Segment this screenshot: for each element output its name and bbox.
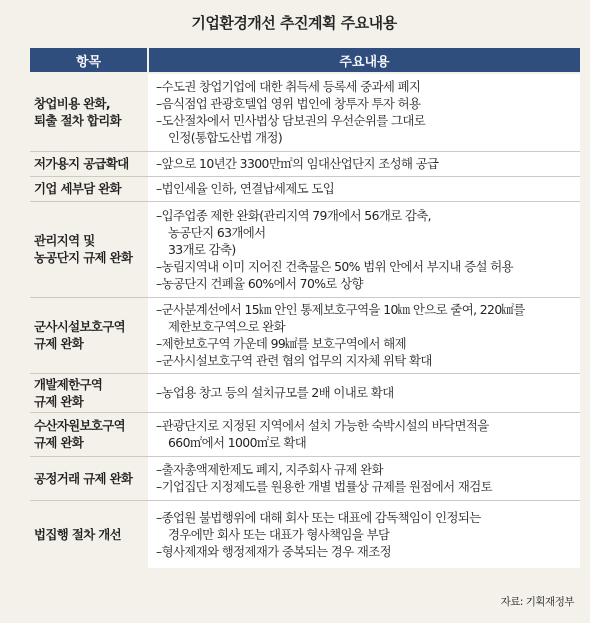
category-line: 농공단지 규제 완화: [34, 250, 133, 265]
row-content: [148, 456, 580, 500]
content-item-line: 농공단지 63개에서: [168, 224, 266, 240]
content-item-line: –군사시설보호구역 관련 협의 업무의 지자체 위탁 확대: [156, 353, 432, 368]
content-table: [30, 48, 580, 568]
content-item-line: –종업원 불법행위에 대해 회사 또는 대표에 감독책임이 인정되는: [156, 509, 481, 525]
table-row: [30, 500, 580, 568]
content-item-line: –군사분계선에서 15㎞ 안인 통제보호구역을 10㎞ 안으로 줄여, 220㎢를: [156, 302, 525, 317]
content-item-line: –관광단지로 지정된 지역에서 설치 가능한 숙박시설의 바닥면적을: [156, 418, 489, 433]
content-item-line: –제한보호구역 가운데 99㎢를 보호구역에서 해제: [156, 336, 406, 351]
category-line: 규제 완화: [34, 336, 84, 351]
category-line: 규제 완화: [34, 393, 84, 409]
figure-frame: [6, 6, 582, 615]
table-row: [30, 176, 580, 201]
table-row: [30, 201, 580, 297]
row-category: [30, 456, 148, 500]
category-line: 공정거래 규제 완화: [34, 470, 133, 486]
table-row: [30, 73, 580, 151]
row-category: [30, 176, 148, 201]
content-item-line: 인정(통합도산법 개정): [168, 130, 283, 146]
row-category: [30, 73, 148, 151]
row-content: [148, 73, 580, 151]
content-item-line: –음식점업 관광호텔업 영위 법인에 창투자 투자 허용: [156, 96, 421, 112]
row-content: [148, 373, 580, 412]
row-content: [148, 412, 580, 456]
content-item-line: –입주업종 제한 완화(관리지역 79개에서 56개로 감축,: [156, 207, 432, 223]
header-category: 항목: [30, 48, 148, 73]
row-category: [30, 373, 148, 412]
category-line: 퇴출 절차 합리화: [34, 113, 122, 129]
content-item-line: –출자총액제한제도 폐지, 지주회사 규제 완화: [156, 462, 383, 477]
content-item-line: 660㎡에서 1000㎡로 확대: [168, 435, 307, 450]
content-item-line: –기업집단 지정제도를 원용한 개별 법률상 규제를 원점에서 재검토: [156, 479, 492, 494]
content-item-line: –수도권 창업기업에 대한 취득세 등록세 중과세 폐지: [156, 79, 421, 95]
table-row: [30, 456, 580, 500]
content-item-line: –농림지역내 이미 지어진 건축물은 50% 범위 안에서 부지내 증설 허용: [156, 258, 513, 274]
category-line: 창업비용 완화,: [34, 96, 111, 112]
source-note: 자료: 기획재정부: [500, 596, 574, 608]
content-item-line: –법인세율 인하, 연결납세제도 도입: [156, 181, 335, 196]
row-content: [148, 500, 580, 568]
content-item-line: 33개로 감축): [168, 241, 236, 257]
content-item-line: –앞으로 10년간 3300만㎡의 임대산업단지 조성해 공급: [156, 156, 439, 171]
table-row: [30, 412, 580, 456]
category-line: 개발제한구역: [34, 376, 103, 392]
row-category: [30, 151, 148, 176]
row-content: [148, 297, 580, 373]
content-item-line: –형사제재와 행정제재가 중복되는 경우 재조정: [156, 543, 391, 559]
row-category: [30, 500, 148, 568]
content-item-line: 제한보호구역으로 완화: [168, 319, 286, 334]
table-row: [30, 151, 580, 176]
table-row: [30, 297, 580, 373]
category-line: 저가용지 공급확대: [34, 156, 129, 171]
row-category: [30, 412, 148, 456]
page-title: 기업환경개선 추진계획 주요내용: [191, 14, 397, 32]
category-line: 군사시설보호구역: [34, 319, 125, 334]
content-item-line: –농업용 창고 등의 설치규모를 2배 이내로 확대: [156, 385, 394, 400]
table-row: [30, 373, 580, 412]
content-item-line: –농공단지 건폐율 60%에서 70%로 상향: [156, 275, 363, 291]
row-category: [30, 297, 148, 373]
row-content: [148, 151, 580, 176]
row-category: [30, 201, 148, 297]
header-content: 주요내용: [148, 48, 580, 73]
row-content: [148, 201, 580, 297]
row-content: [148, 176, 580, 201]
table-header-row: [30, 48, 580, 73]
category-line: 관리지역 및: [34, 233, 95, 248]
content-item-line: 경우에만 회사 또는 대표가 형사책임을 부담: [168, 526, 390, 542]
table-body: [30, 73, 580, 568]
category-line: 규제 완화: [34, 435, 84, 450]
content-item-line: –도산절차에서 민사법상 담보권의 우선순위를 그대로: [156, 113, 426, 129]
category-line: 법집행 절차 개선: [34, 526, 122, 542]
category-line: 수산자원보호구역: [34, 418, 125, 433]
category-line: 기업 세부담 완화: [34, 181, 122, 196]
